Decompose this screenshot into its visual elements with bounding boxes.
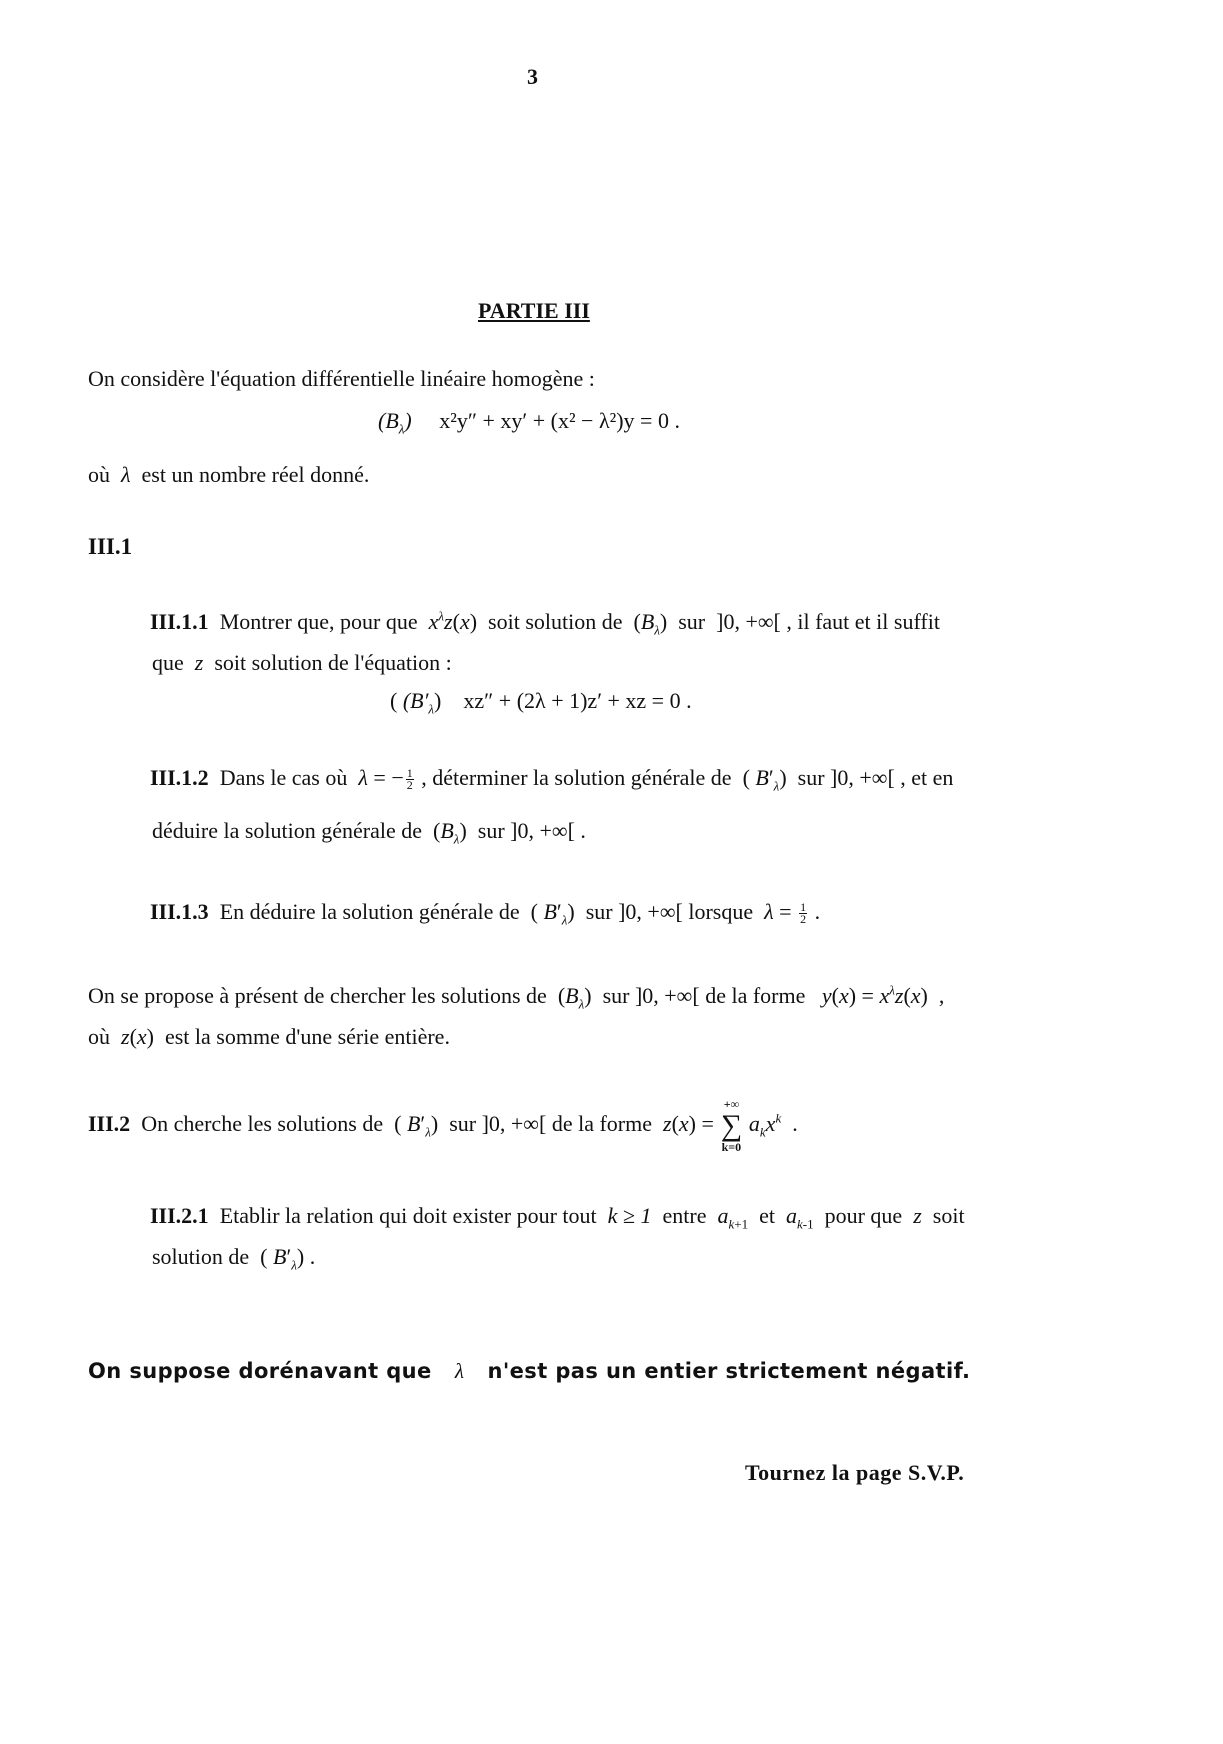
intro-text: On considère l'équation différentielle linéaire homogène : [88, 366, 595, 391]
proposal-line2: où z(x) est la somme d'une série entière. [88, 1024, 450, 1049]
question-III-1-3: III.1.3 En déduire la solution générale de ( $B'_\lambda$) sur ]0, +∞[ lorsque λ = $\frac{1}{2}$ . [150, 899, 821, 928]
question-III-2: III.2 On cherche les solutions de ( $B'_\lambda$) sur ]0, +∞[ de la forme z(x) = +∞ ∑ k=0 $a_kx^k$ . [88, 1097, 798, 1154]
question-III-1-2-line1: III.1.2 Dans le cas où λ = − $\frac{1}{2}$ , déterminer la solution générale de ( $B'_\lambda$) sur ]0, +∞[ , et en [150, 765, 954, 794]
question-III-1-1-line2: que z soit solution de l'équation : [152, 650, 452, 675]
question-III-1-2-line2: déduire la solution générale de $(B_\lambda)$ sur ]0, +∞[ . [152, 818, 586, 847]
turn-page-note: Tournez la page S.V.P. [745, 1460, 965, 1485]
equation-B-lambda: $(B_\lambda)$ x²y″ + xy′ + (x² − λ²)y = 0 . [378, 408, 680, 437]
question-III-1-1-line1: III.1.1 Montrer que, pour que $x^\lambda z(x)$ soit solution de $(B_\lambda)$ sur ]0, +∞[ , il faut et il suffit [150, 608, 940, 638]
page-number: 3 [527, 64, 538, 89]
section-III-1-heading: III.1 [88, 534, 133, 559]
equation-B-prime-lambda: ( $(B'_\lambda)$ xz″ + (2λ + 1)z′ + xz = 0 . [390, 688, 692, 717]
summation-symbol: +∞ ∑ k=0 [720, 1097, 743, 1154]
part-title: PARTIE III [478, 298, 590, 323]
proposal-line1: On se propose à présent de chercher les solutions de $(B_\lambda)$ sur ]0, +∞[ de la forme $y(x) = x^\lambda z(x)$ , [88, 982, 945, 1012]
question-III-2-1-line2: solution de ( $B'_\lambda$) . [152, 1244, 316, 1273]
assumption-statement: On suppose dorénavant que λ n'est pas un entier strictement négatif. [88, 1359, 971, 1383]
lambda-definition: où λ est un nombre réel donné. [88, 462, 370, 487]
question-III-2-1-line1: III.2.1 Etablir la relation qui doit exister pour tout k ≥ 1 entre $a_{k+1}$ et $a_{k-1}$ pour que z soit [150, 1203, 965, 1232]
